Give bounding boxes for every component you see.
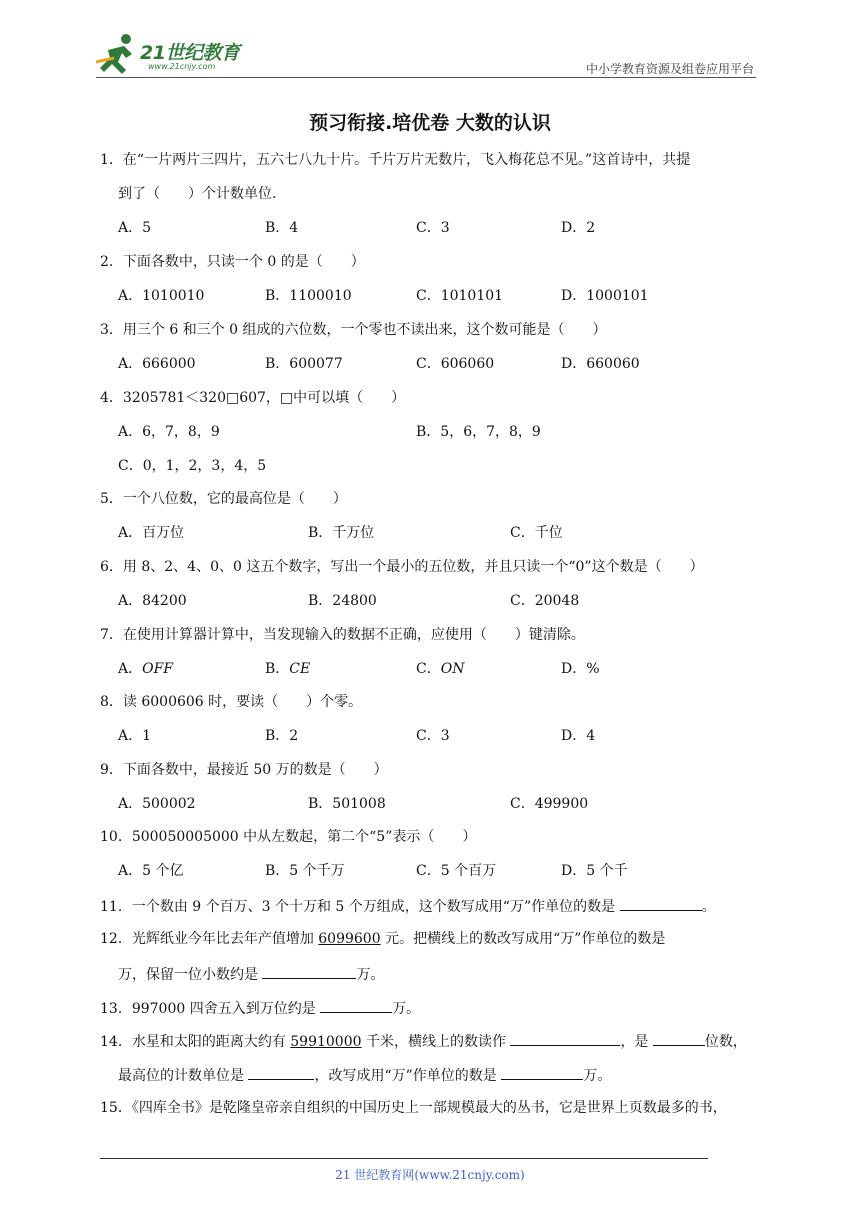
underlined-number: 6099600 bbox=[318, 931, 381, 947]
question-text: 万，保留一位小数约是 bbox=[118, 967, 258, 983]
question-text: 11．一个数由 9 个百万、3 个十万和 5 个万组成，这个数写成用“万”作单位的数是 bbox=[100, 899, 616, 915]
answer-blank[interactable] bbox=[262, 963, 356, 979]
option-value: CE bbox=[289, 661, 311, 677]
option-c: C．3 bbox=[416, 220, 450, 236]
question-text-end: 万。 bbox=[356, 967, 385, 983]
option-c: C．1010101 bbox=[416, 288, 504, 304]
option-a bbox=[118, 659, 173, 679]
footer-divider bbox=[100, 1158, 708, 1159]
answer-blank[interactable] bbox=[320, 997, 392, 1013]
option-d: D．4 bbox=[561, 728, 596, 744]
option-d: D．2 bbox=[561, 220, 596, 236]
option-a: A．666000 bbox=[118, 356, 196, 372]
option-b: B．4 bbox=[265, 220, 299, 236]
answer-blank[interactable] bbox=[510, 1030, 620, 1046]
running-figure-icon bbox=[96, 32, 142, 76]
question-text-end: 。 bbox=[701, 899, 716, 915]
question-9: 9．下面各数中，最接近 50 万的数是（ ） bbox=[100, 762, 388, 778]
answer-blank[interactable] bbox=[501, 1064, 583, 1080]
question-text: 千米，横线上的数读作 bbox=[361, 1034, 506, 1050]
question-4: 4．3205781＜320□607，□中可以填（ ） bbox=[100, 390, 406, 406]
question-12 bbox=[100, 929, 780, 949]
option-c: C．0，1，2，3，4，5 bbox=[118, 458, 267, 474]
question-text: 最高位的计数单位是 bbox=[118, 1068, 244, 1084]
question-5: 5．一个八位数，它的最高位是（ ） bbox=[100, 491, 347, 507]
option-d: D．660060 bbox=[561, 356, 640, 372]
option-a: A．84200 bbox=[118, 593, 187, 609]
option-c: C．3 bbox=[416, 728, 450, 744]
option-letter: C． bbox=[416, 661, 441, 677]
page-header bbox=[96, 30, 756, 78]
option-a: A．1 bbox=[118, 728, 152, 744]
question-13 bbox=[100, 997, 780, 1019]
option-c: C．5 个百万 bbox=[416, 863, 497, 879]
option-c: C．千位 bbox=[510, 525, 563, 541]
question-text: 14．水星和太阳的距离大约有 bbox=[100, 1034, 291, 1050]
footer-link[interactable]: 21 世纪教育网(www.21cnjy.com) bbox=[335, 1168, 525, 1182]
site-logo bbox=[96, 30, 266, 76]
option-d: D．1000101 bbox=[561, 288, 649, 304]
option-a: A．5 个亿 bbox=[118, 863, 184, 879]
question-1: 1．在“一片两片三四片，五六七八九十片。千片万片无数片，飞入梅花总不见。”这首诗中，共提 bbox=[100, 152, 691, 168]
option-letter: A． bbox=[118, 661, 143, 677]
question-3: 3．用三个 6 和三个 0 组成的六位数，一个零也不读出来，这个数可能是（ ） bbox=[100, 322, 607, 338]
option-a: A．1010010 bbox=[118, 288, 205, 304]
question-1-continued: 到了（ ）个计数单位. bbox=[118, 186, 277, 202]
option-c: C．499900 bbox=[510, 796, 589, 812]
question-2: 2．下面各数中，只读一个 0 的是（ ） bbox=[100, 254, 365, 270]
underlined-number: 59910000 bbox=[290, 1034, 362, 1050]
option-b: B．501008 bbox=[308, 796, 386, 812]
question-11 bbox=[100, 895, 780, 917]
option-letter: B． bbox=[265, 661, 290, 677]
answer-blank[interactable] bbox=[620, 895, 702, 911]
question-14 bbox=[100, 1030, 780, 1052]
logo-url: www.21cnjy.com bbox=[148, 62, 216, 71]
question-text-end: 万。 bbox=[392, 1001, 421, 1017]
option-value: OFF bbox=[142, 661, 174, 677]
question-text: 元。把横线上的数改写成用“万”作单位的数是 bbox=[380, 931, 666, 947]
question-14-continued bbox=[118, 1064, 798, 1086]
answer-blank[interactable] bbox=[653, 1030, 705, 1046]
option-c bbox=[416, 659, 464, 679]
option-c: C．20048 bbox=[510, 593, 580, 609]
question-text: ，改写成用“万”作单位的数是 bbox=[314, 1068, 497, 1084]
question-7: 7．在使用计算器计算中，当发现输入的数据不正确，应使用（ ）键清除。 bbox=[100, 627, 585, 643]
platform-label: 中小学教育资源及组卷应用平台 bbox=[585, 62, 754, 76]
question-text: 12．光辉纸业今年比去年产值增加 bbox=[100, 931, 319, 947]
page-title: 预习衔接.培优卷 大数的认识 bbox=[309, 112, 551, 134]
option-a: A．6，7，8，9 bbox=[118, 424, 220, 440]
option-b: B．1100010 bbox=[265, 288, 352, 304]
option-b bbox=[265, 659, 310, 679]
question-text: 13．997000 四舍五入到万位约是 bbox=[100, 1001, 316, 1017]
option-b: B．2 bbox=[265, 728, 299, 744]
option-c: C．606060 bbox=[416, 356, 495, 372]
question-10: 10．500050005000 中从左数起，第二个“5”表示（ ） bbox=[100, 829, 477, 845]
option-b: B．千万位 bbox=[308, 525, 375, 541]
question-text-end: 位数， bbox=[704, 1034, 747, 1050]
option-value: ON bbox=[440, 661, 465, 677]
option-b: B．24800 bbox=[308, 593, 377, 609]
logo-text: 21世纪教育 bbox=[140, 42, 240, 64]
question-12-continued bbox=[118, 963, 798, 985]
option-a: A．500002 bbox=[118, 796, 196, 812]
question-6: 6．用 8、2、4、0、0 这五个数字，写出一个最小的五位数，并且只读一个“0”这个数是（ ） bbox=[100, 559, 704, 575]
option-a: A．5 bbox=[118, 220, 152, 236]
question-15: 15．《四库全书》是乾隆皇帝亲自组织的中国历史上一部规模最大的丛书，它是世界上页数最多的书， bbox=[100, 1100, 727, 1116]
option-d: D．5 个千 bbox=[561, 863, 628, 879]
option-a: A．百万位 bbox=[118, 525, 185, 541]
question-text-end: 万。 bbox=[583, 1068, 612, 1084]
option-b: B．5，6，7，8，9 bbox=[416, 424, 541, 440]
question-text: ，是 bbox=[620, 1034, 649, 1050]
option-b: B．600077 bbox=[265, 356, 343, 372]
option-b: B．5 个千万 bbox=[265, 863, 345, 879]
answer-blank[interactable] bbox=[248, 1064, 314, 1080]
question-8: 8．读 6000606 时，要读（ ）个零。 bbox=[100, 694, 363, 710]
option-d: D．% bbox=[561, 661, 600, 677]
header-divider bbox=[96, 77, 756, 78]
